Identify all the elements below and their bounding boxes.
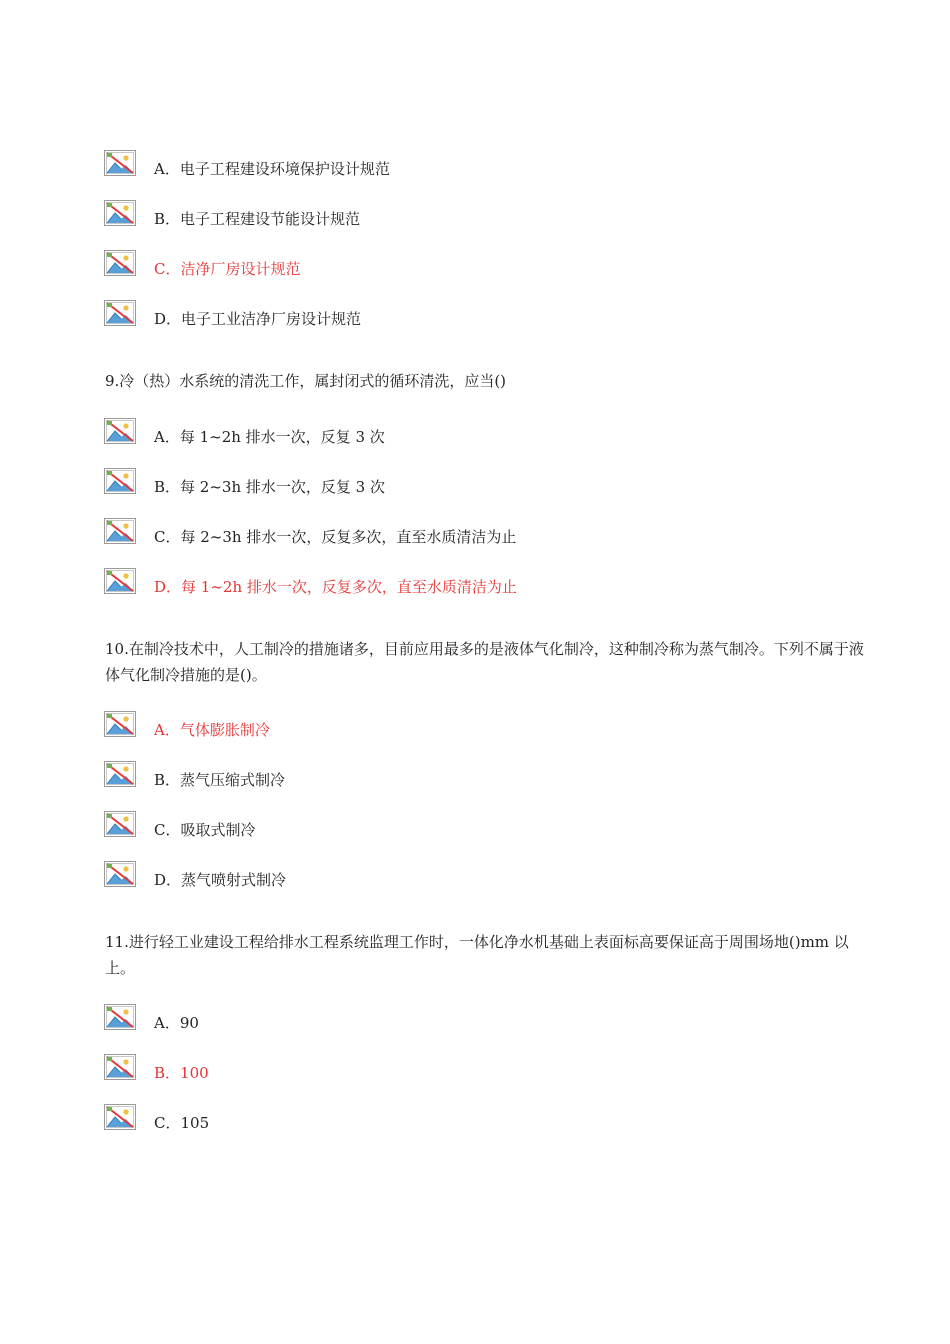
option-label: C．105: [154, 1114, 210, 1132]
question-9-text: 9.冷（热）水系统的清洗工作，属封闭式的循环清洗，应当(): [105, 372, 507, 390]
option-q9-a[interactable]: [104, 418, 804, 452]
broken-image-icon: [104, 568, 136, 594]
option-label-correct: D．每 1~2h 排水一次，反复多次，直至水质清洁为止: [154, 578, 517, 596]
option-q11-c[interactable]: [104, 1104, 804, 1138]
broken-image-icon: [104, 200, 136, 226]
option-q10-c[interactable]: [104, 811, 804, 845]
question-10-text: 10.在制冷技术中，人工制冷的措施诸多，目前应用最多的是液体气化制冷，这种制冷称为蒸气制冷。下列不属于液体气化制冷措施的是()。: [105, 640, 864, 684]
broken-image-icon: [104, 418, 136, 444]
option-q10-a[interactable]: [104, 711, 804, 745]
broken-image-icon: [104, 250, 136, 276]
option-label-correct: B．100: [154, 1064, 209, 1082]
option-q9-c[interactable]: [104, 518, 804, 552]
option-label-correct: A．气体膨胀制冷: [154, 721, 270, 739]
option-label: C．每 2~3h 排水一次，反复多次，直至水质清洁为止: [154, 528, 517, 546]
broken-image-icon: [104, 1104, 136, 1130]
option-q8-c[interactable]: [104, 250, 804, 284]
option-label: A．电子工程建设环境保护设计规范: [154, 160, 390, 178]
option-q8-a[interactable]: [104, 150, 804, 184]
option-q9-b[interactable]: [104, 468, 804, 502]
question-11-text: 11.进行轻工业建设工程给排水工程系统监理工作时，一体化净水机基础上表面标高要保证高于周围场地()mm 以上。: [105, 933, 849, 977]
broken-image-icon: [104, 1054, 136, 1080]
broken-image-icon: [104, 861, 136, 887]
option-label: A．每 1~2h 排水一次，反复 3 次: [154, 428, 385, 446]
option-label: C．吸取式制冷: [154, 821, 256, 839]
option-q11-a[interactable]: [104, 1004, 804, 1038]
broken-image-icon: [104, 150, 136, 176]
broken-image-icon: [104, 1004, 136, 1030]
broken-image-icon: [104, 518, 136, 544]
option-q10-d[interactable]: [104, 861, 804, 895]
option-label: D．蒸气喷射式制冷: [154, 871, 287, 889]
option-label: A．90: [154, 1014, 199, 1032]
broken-image-icon: [104, 711, 136, 737]
option-label: D．电子工业洁净厂房设计规范: [154, 310, 362, 328]
option-q8-d[interactable]: [104, 300, 804, 334]
option-q8-b[interactable]: [104, 200, 804, 234]
option-label: B．蒸气压缩式制冷: [154, 771, 286, 789]
broken-image-icon: [104, 811, 136, 837]
option-q9-d[interactable]: [104, 568, 804, 602]
option-q11-b[interactable]: [104, 1054, 804, 1088]
broken-image-icon: [104, 468, 136, 494]
broken-image-icon: [104, 300, 136, 326]
option-label: B．电子工程建设节能设计规范: [154, 210, 361, 228]
broken-image-icon: [104, 761, 136, 787]
option-q10-b[interactable]: [104, 761, 804, 795]
option-label-correct: C．洁净厂房设计规范: [154, 260, 301, 278]
option-label: B．每 2~3h 排水一次，反复 3 次: [154, 478, 385, 496]
